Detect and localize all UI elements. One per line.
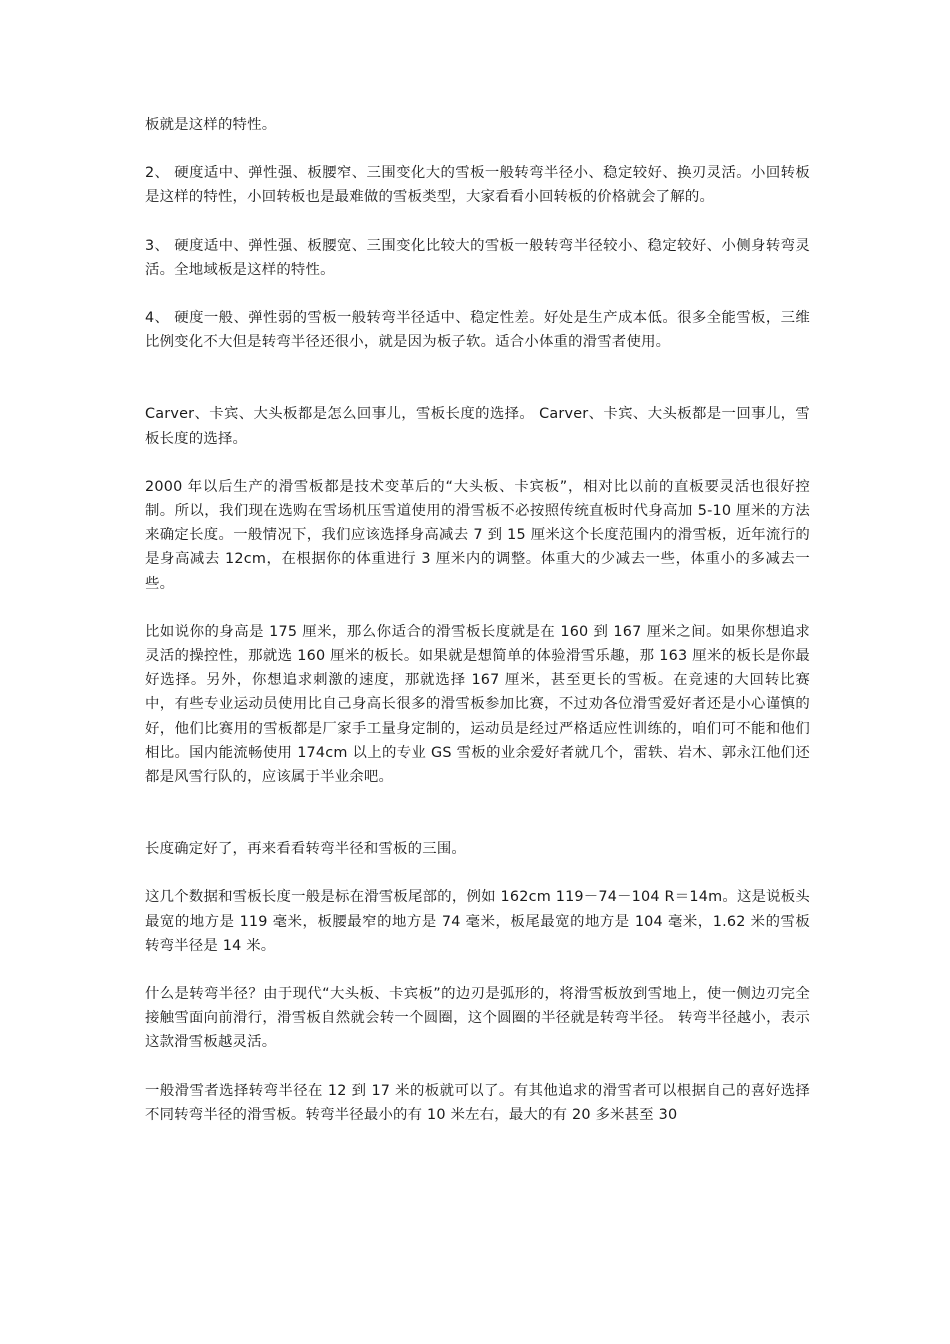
paragraph-radius-choice: 一般滑雪者选择转弯半径在 12 到 17 米的板就可以了。有其他追求的滑雪者可以根据自己的喜好选择不同转弯半径的滑雪板。转弯半径最小的有 10 米左右，最大的有 20 多米甚至 30: [145, 1082, 810, 1123]
paragraph-item-4: 4、 硬度一般、弹性弱的雪板一般转弯半径适中、稳定性差。好处是生产成本低。很多全能雪板，三维比例变化不大但是转弯半径还很小，就是因为板子软。适合小体重的滑雪者使用。: [145, 310, 810, 351]
document-body: [145, 113, 810, 1151]
paragraph-length-done: 长度确定好了，再来看看转弯半径和雪板的三围。: [145, 841, 466, 858]
paragraph-carver-heading: Carver、卡宾、大头板都是怎么回事儿，雪板长度的选择。 Carver、卡宾、大头板都是一回事儿，雪板长度的选择。: [145, 406, 810, 447]
paragraph-height-example: 比如说你的身高是 175 厘米，那么你适合的滑雪板长度就是在 160 到 167 厘米之间。如果你想追求灵活的操控性，那就选 160 厘米的板长。如果就是想简单的体验滑雪乐趣，那 163 厘米的板长是你最好选择。另外，你想追求刺激的速度，那就选择 167 厘米，甚至更长的雪板。在竞速的大回转比赛中，有些专业运动员使用比自己身高长很多的滑雪板参加比赛，不过劝各位滑雪爱好者还是小心谨慎的好，他们比赛用的雪板都是厂家手工量身定制的，运动员是经过严格适应性训练的，咱们可不能和他们相比。国内能流畅使用 174cm 以上的专业 GS 雪板的业余爱好者就几个，雷轶、岩木、郭永江他们还都是风雪行队的，应该属于半业余吧。: [145, 623, 810, 786]
paragraph-intro: 板就是这样的特性。: [145, 117, 277, 133]
paragraph-turn-radius: 什么是转弯半径？由于现代“大头板、卡宾板”的边刃是弧形的，将滑雪板放到雪地上，使一侧边刃完全接触雪面向前滑行，滑雪板自然就会转一个圆圈，这个圆圈的半径就是转弯半径。 转弯半径越小，表示这款滑雪板越灵活。: [145, 986, 810, 1051]
paragraph-2000-skis: 2000 年以后生产的滑雪板都是技术变革后的“大头板、卡宾板”，相对比以前的直板要灵活也很好控制。所以，我们现在选购在雪场机压雪道使用的滑雪板不必按照传统直板时代身高加 5-10 厘米的方法来确定长度。一般情况下，我们应该选择身高减去 7 到 15 厘米这个长度范围内的滑雪板，近年流行的是身高减去 12cm，在根据你的体重进行 3 厘米内的调整。体重大的少减去一些，体重小的多减去一些。: [145, 478, 810, 592]
paragraph-item-3: 3、 硬度适中、弹性强、板腰宽、三围变化比较大的雪板一般转弯半径较小、稳定较好、小侧身转弯灵活。全地域板是这样的特性。: [145, 237, 810, 278]
paragraph-item-2: 2、 硬度适中、弹性强、板腰窄、三围变化大的雪板一般转弯半径小、稳定较好、换刃灵活。小回转板是这样的特性，小回转板也是最难做的雪板类型，大家看看小回转板的价格就会了解的。: [145, 165, 810, 206]
paragraph-dimensions: 这几个数据和雪板长度一般是标在滑雪板尾部的，例如 162cm 119－74－104 R＝14m。这是说板头最宽的地方是 119 毫米，板腰最窄的地方是 74 毫米，板尾最宽的地方是 104 毫米，1.62 米的雪板转弯半径是 14 米。: [145, 889, 810, 954]
